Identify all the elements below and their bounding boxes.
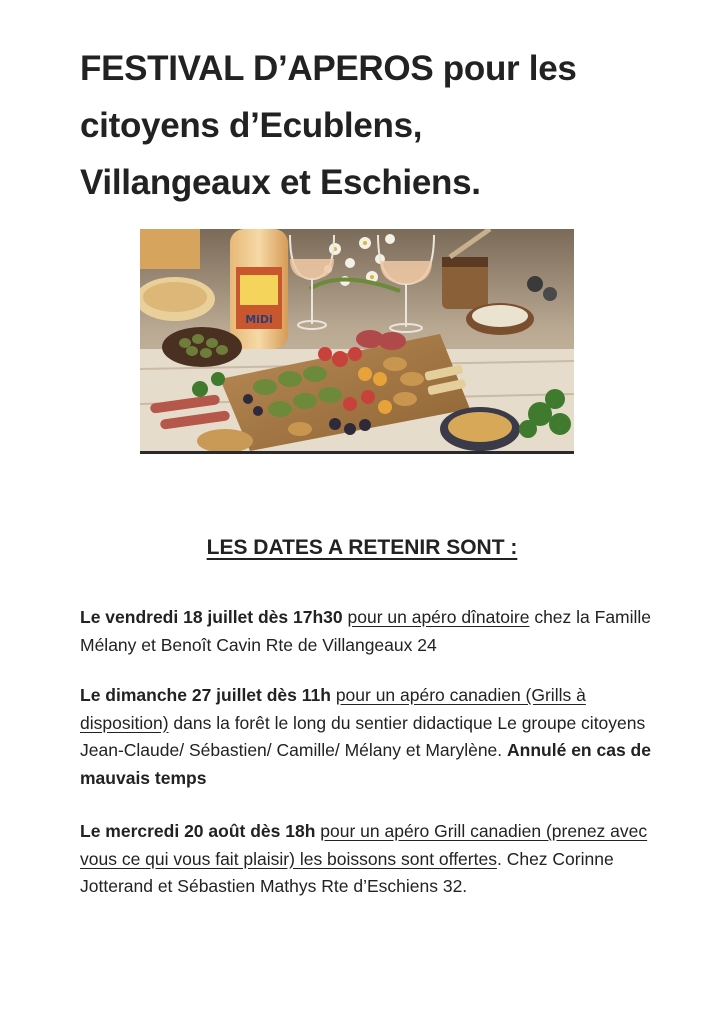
event-2-note: Annulé en cas de mauvais temps: [80, 740, 651, 788]
aperitif-photo: [140, 229, 574, 454]
event-2: [80, 682, 660, 792]
bottle-label: MiDi: [245, 313, 273, 326]
dates-heading-text: LES DATES A RETENIR SONT :: [206, 536, 518, 559]
event-3: [80, 818, 660, 901]
title-line-1: FESTIVAL D’APEROS pour les: [80, 49, 577, 88]
event-3-details: . Chez Corinne Jotterand et Sébastien Mathys Rte d’Eschiens 32.: [80, 848, 614, 896]
event-1-activity: pour un apéro dînatoire: [347, 607, 530, 627]
event-1-details: chez la Famille Mélany et Benoît Cavin Rte de Villangeaux 24: [80, 607, 652, 655]
event-2-details: dans la forêt le long du sentier didactique Le groupe citoyens Jean-Claude/ Sébastien/ Camille/ Mélany et Marylène.: [80, 712, 646, 760]
page-title: [80, 40, 680, 211]
event-2-activity: pour un apéro canadien (Grills à disposition): [80, 685, 586, 733]
dates-heading: [0, 536, 724, 560]
title-line-2: citoyens d’Ecublens,: [80, 106, 423, 145]
event-1-date: Le vendredi 18 juillet dès 17h30: [80, 607, 343, 627]
event-3-date: Le mercredi 20 août dès 18h: [80, 821, 316, 841]
event-3-activity: pour un apéro Grill canadien (prenez avec vous ce qui vous fait plaisir) les boissons sont offertes: [80, 821, 648, 869]
title-line-3: Villangeaux et Eschiens.: [80, 163, 481, 202]
event-1: [80, 604, 660, 659]
event-2-date: Le dimanche 27 juillet dès 11h: [80, 685, 331, 705]
